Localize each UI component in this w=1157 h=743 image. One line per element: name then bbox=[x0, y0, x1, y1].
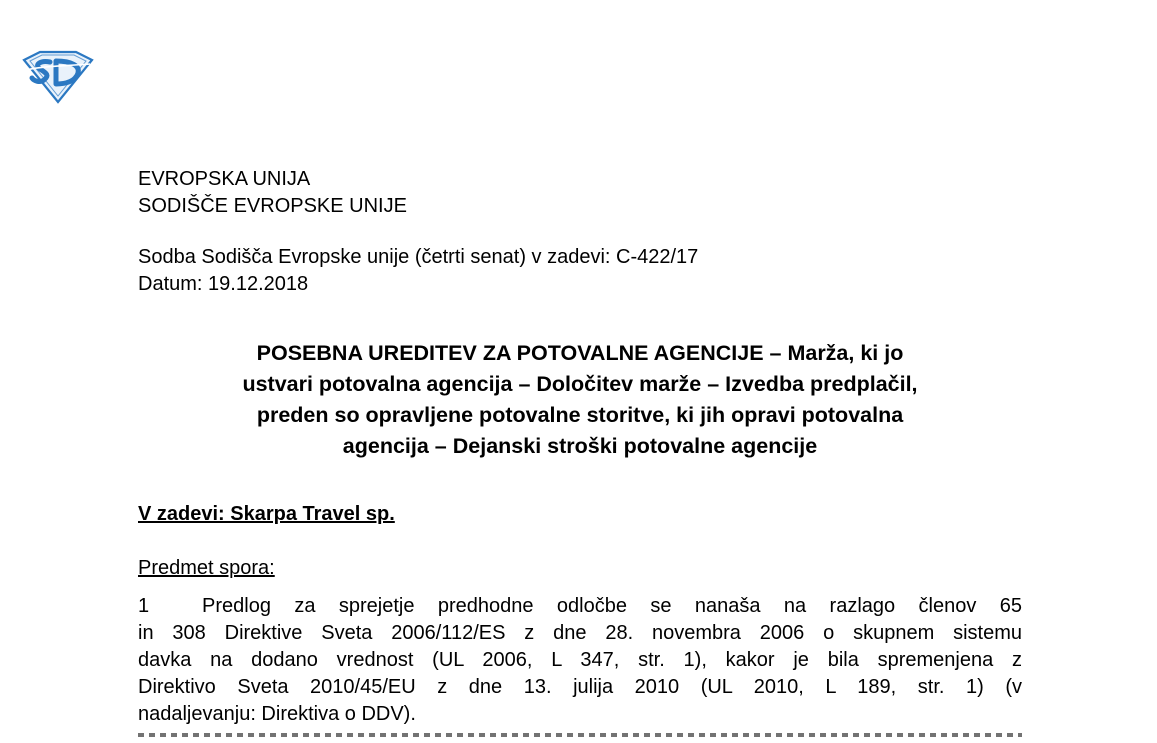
sd-logo-icon bbox=[20, 48, 96, 104]
document-title bbox=[138, 338, 1022, 462]
title-line: POSEBNA UREDITEV ZA POTOVALNE AGENCIJE – Marža, ki jo bbox=[256, 341, 904, 365]
paragraph-1 bbox=[138, 593, 1022, 728]
subject-heading: Predmet spora: bbox=[138, 557, 275, 579]
paragraph-line: in 308 Direktive Sveta 2006/112/ES z dne 28. novembra 2006 o skupnem sistemu bbox=[138, 622, 1022, 644]
title-line: ustvari potovalna agencija – Določitev marže – Izvedba predplačil, bbox=[242, 372, 918, 396]
cut-off-text-line bbox=[138, 733, 1022, 743]
court-header bbox=[138, 166, 407, 220]
paragraph-line-text: Predlog za sprejetje predhodne odločbe se nanaša na razlago členov 65 bbox=[202, 595, 1022, 617]
paragraph-number: 1 bbox=[138, 595, 150, 617]
paragraph-line: Direktivo Sveta 2010/45/EU z dne 13. julija 2010 (UL 2010, L 189, str. 1) (v bbox=[138, 676, 1022, 698]
paragraph-line: nadaljevanju: Direktiva o DDV). bbox=[138, 703, 416, 725]
title-line: preden so opravljene potovalne storitve, ki jih opravi potovalna bbox=[256, 403, 904, 427]
case-date: Datum: 19.12.2018 bbox=[138, 273, 309, 295]
header-court: SODIŠČE EVROPSKE UNIJE bbox=[138, 195, 407, 217]
title-line: agencija – Dejanski stroški potovalne agencije bbox=[342, 434, 818, 458]
case-info bbox=[138, 244, 698, 298]
case-party-heading: V zadevi: Skarpa Travel sp. bbox=[138, 503, 395, 525]
paragraph-line bbox=[138, 593, 1022, 620]
paragraph-line: davka na dodano vrednost (UL 2006, L 347, str. 1), kakor je bila spremenjena z bbox=[138, 649, 1022, 671]
header-union: EVROPSKA UNIJA bbox=[138, 168, 311, 190]
case-reference: Sodba Sodišča Evropske unije (četrti senat) v zadevi: C-422/17 bbox=[138, 246, 699, 268]
